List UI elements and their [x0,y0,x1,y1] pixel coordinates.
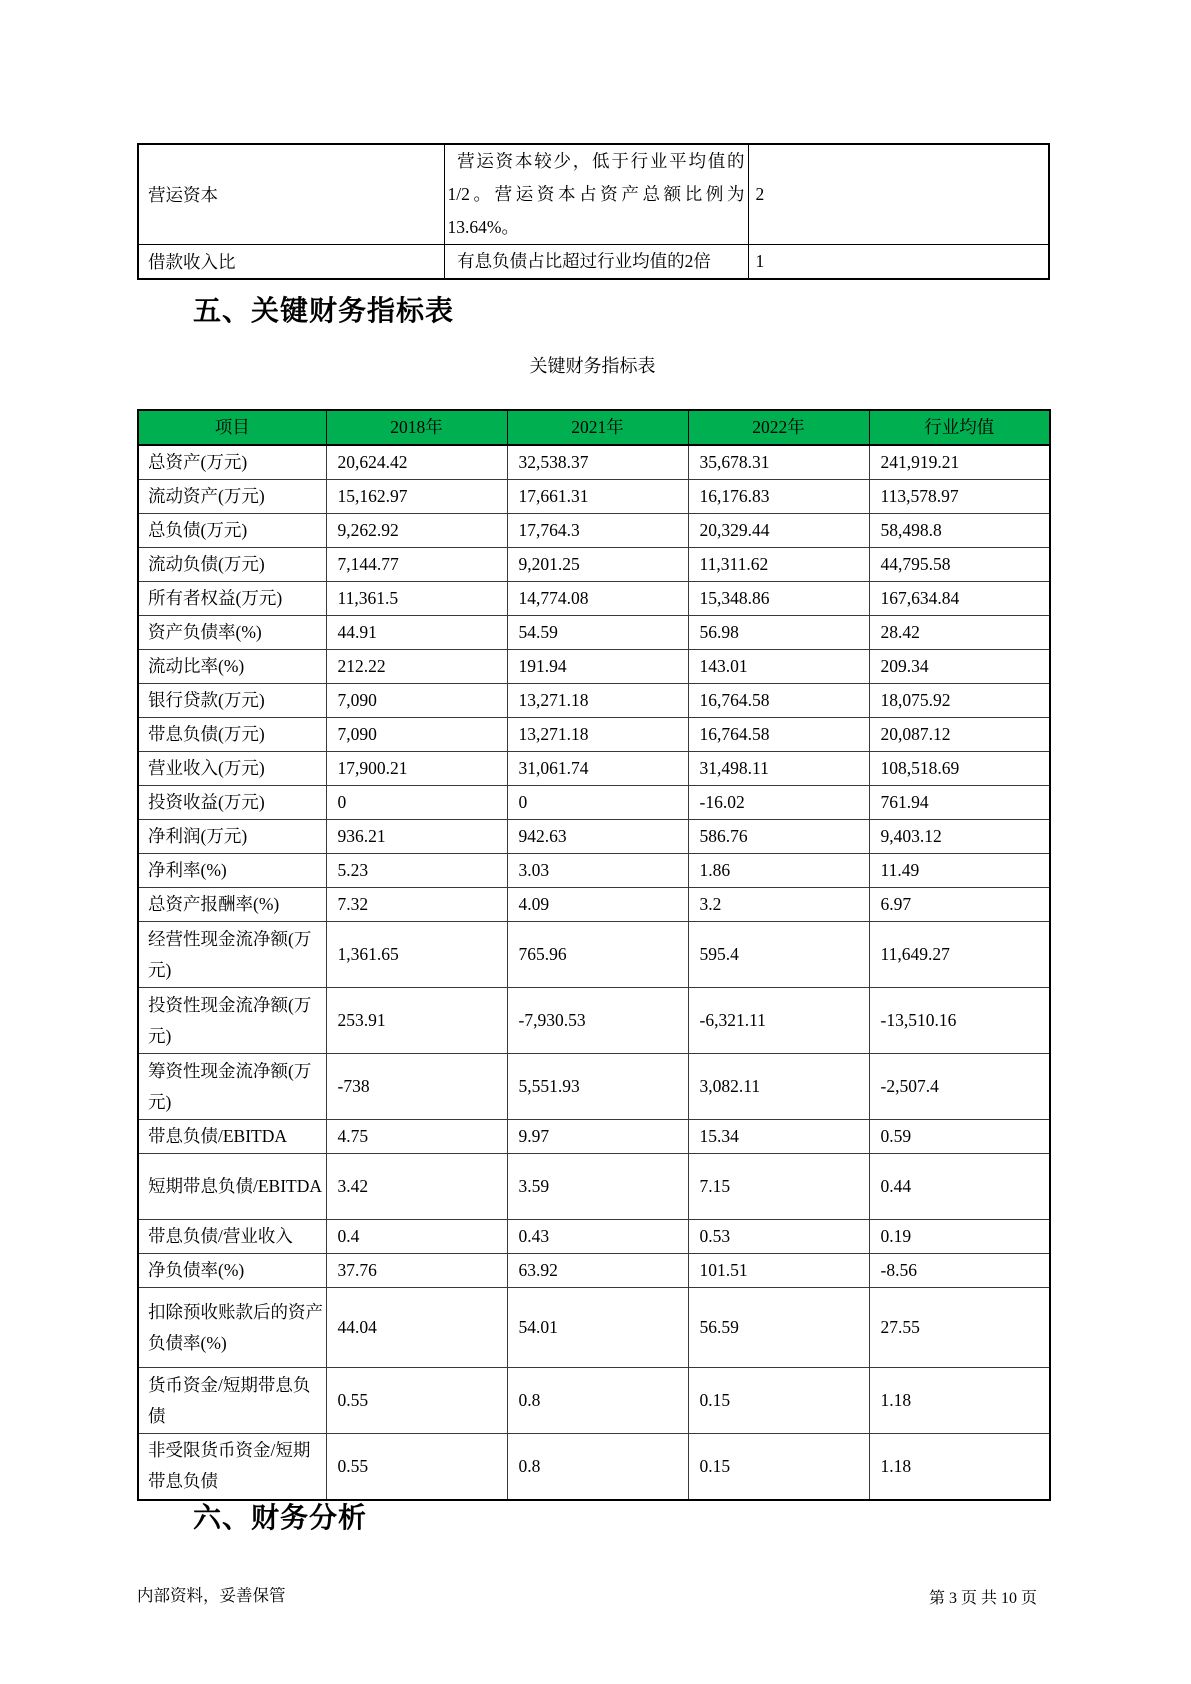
cell-value: 27.55 [869,1288,1050,1368]
table-row [138,1368,1050,1434]
cell-value: 595.4 [688,922,869,988]
table-row [138,1154,1050,1220]
cell-value: 17,900.21 [326,752,507,786]
cell-value: 108,518.69 [869,752,1050,786]
row-label: 带息负债/EBITDA [138,1120,326,1154]
cell-value: 18,075.92 [869,684,1050,718]
table-row [138,480,1050,514]
row-label: 流动资产(万元) [138,480,326,514]
cell-value: 15,348.86 [688,582,869,616]
row-label: 净利润(万元) [138,820,326,854]
cell-value: 11.49 [869,854,1050,888]
cell-value: 13,271.18 [507,718,688,752]
cell-value: 4.09 [507,888,688,922]
cell-value: 9.97 [507,1120,688,1154]
table-row [138,650,1050,684]
cell-value: 7.32 [326,888,507,922]
table-row [138,854,1050,888]
row-label: 短期带息负债/EBITDA [138,1154,326,1220]
cell-value: 0.19 [869,1220,1050,1254]
row-label: 筹资性现金流净额(万元) [138,1054,326,1120]
cell-value: 0 [326,786,507,820]
cell-value: -2,507.4 [869,1054,1050,1120]
row-label: 流动负债(万元) [138,548,326,582]
cell-value: 9,262.92 [326,514,507,548]
cell-value: 1,361.65 [326,922,507,988]
cell-value: 936.21 [326,820,507,854]
table-row [138,548,1050,582]
cell-value: 0.4 [326,1220,507,1254]
row-label: 银行贷款(万元) [138,684,326,718]
cell-value: 0.55 [326,1368,507,1434]
header-cell-industry: 行业均值 [869,410,1050,445]
risk-desc-cell: 有息负债占比超过行业均值的2倍 [444,245,748,280]
cell-value: -6,321.11 [688,988,869,1054]
cell-value: 765.96 [507,922,688,988]
table-row [138,514,1050,548]
table-row [138,786,1050,820]
row-label: 流动比率(%) [138,650,326,684]
table-row [138,616,1050,650]
table-row [138,988,1050,1054]
cell-value: 3.42 [326,1154,507,1220]
cell-value: 7,090 [326,718,507,752]
cell-value: 0 [507,786,688,820]
cell-value: 0.55 [326,1434,507,1500]
cell-value: 0.43 [507,1220,688,1254]
table-caption: 关键财务指标表 [529,356,656,376]
row-label: 扣除预收账款后的资产负债率(%) [138,1288,326,1368]
row-label: 总资产(万元) [138,445,326,480]
cell-value: 143.01 [688,650,869,684]
cell-value: -13,510.16 [869,988,1050,1054]
header-cell-2018: 2018年 [326,410,507,445]
row-label: 货币资金/短期带息负债 [138,1368,326,1434]
table-row [138,1288,1050,1368]
row-label: 资产负债率(%) [138,616,326,650]
row-label: 非受限货币资金/短期带息负债 [138,1434,326,1500]
table-row [138,820,1050,854]
cell-value: 209.34 [869,650,1050,684]
risk-score-table [137,143,1050,280]
table-row [138,752,1050,786]
table-row [138,445,1050,480]
header-cell-item: 项目 [138,410,326,445]
risk-item-cell: 借款收入比 [138,245,444,280]
cell-value: 3.59 [507,1154,688,1220]
cell-value: -8.56 [869,1254,1050,1288]
cell-value: 11,311.62 [688,548,869,582]
cell-value: 113,578.97 [869,480,1050,514]
cell-value: 167,634.84 [869,582,1050,616]
risk-item-cell: 营运资本 [138,144,444,245]
table-row [138,1120,1050,1154]
cell-value: 7,090 [326,684,507,718]
table-row [138,1054,1050,1120]
cell-value: 586.76 [688,820,869,854]
cell-value: 7.15 [688,1154,869,1220]
table-row [138,888,1050,922]
cell-value: 5.23 [326,854,507,888]
row-label: 总负债(万元) [138,514,326,548]
footer-confidential-note: 内部资料，妥善保管 [137,1586,286,1605]
risk-table-row [138,144,1049,245]
cell-value: 6.97 [869,888,1050,922]
table-row [138,684,1050,718]
row-label: 经营性现金流净额(万元) [138,922,326,988]
cell-value: 191.94 [507,650,688,684]
risk-table-row [138,245,1049,280]
row-label: 营业收入(万元) [138,752,326,786]
cell-value: 1.18 [869,1368,1050,1434]
cell-value: 212.22 [326,650,507,684]
cell-value: 58,498.8 [869,514,1050,548]
cell-value: 0.59 [869,1120,1050,1154]
cell-value: 3.03 [507,854,688,888]
cell-value: 15,162.97 [326,480,507,514]
cell-value: 63.92 [507,1254,688,1288]
key-indicator-table [137,409,1051,1501]
risk-score-cell: 1 [748,245,1049,280]
row-label: 带息负债(万元) [138,718,326,752]
cell-value: 0.8 [507,1368,688,1434]
row-label: 带息负债/营业收入 [138,1220,326,1254]
table-row [138,1434,1050,1500]
cell-value: 0.8 [507,1434,688,1500]
table-header-row [138,410,1050,445]
cell-value: 14,774.08 [507,582,688,616]
cell-value: 44.91 [326,616,507,650]
cell-value: 942.63 [507,820,688,854]
table-row [138,1254,1050,1288]
cell-value: 253.91 [326,988,507,1054]
table-row [138,1220,1050,1254]
cell-value: 13,271.18 [507,684,688,718]
row-label: 净利率(%) [138,854,326,888]
cell-value: 1.18 [869,1434,1050,1500]
cell-value: 16,176.83 [688,480,869,514]
footer-page-number: 第 3 页 共 10 页 [928,1590,1037,1607]
cell-value: 56.59 [688,1288,869,1368]
cell-value: 0.44 [869,1154,1050,1220]
cell-value: 761.94 [869,786,1050,820]
cell-value: 17,661.31 [507,480,688,514]
cell-value: 3.2 [688,888,869,922]
row-label: 净负债率(%) [138,1254,326,1288]
row-label: 投资收益(万元) [138,786,326,820]
cell-value: 1.86 [688,854,869,888]
cell-value: 37.76 [326,1254,507,1288]
cell-value: 11,361.5 [326,582,507,616]
header-cell-2021: 2021年 [507,410,688,445]
cell-value: 5,551.93 [507,1054,688,1120]
cell-value: 54.59 [507,616,688,650]
cell-value: 54.01 [507,1288,688,1368]
cell-value: 31,498.11 [688,752,869,786]
cell-value: 20,624.42 [326,445,507,480]
cell-value: 7,144.77 [326,548,507,582]
cell-value: 44,795.58 [869,548,1050,582]
cell-value: 101.51 [688,1254,869,1288]
row-label: 所有者权益(万元) [138,582,326,616]
cell-value: 241,919.21 [869,445,1050,480]
table-row [138,582,1050,616]
cell-value: -738 [326,1054,507,1120]
cell-value: 35,678.31 [688,445,869,480]
cell-value: 3,082.11 [688,1054,869,1120]
section-heading-financial-analysis: 六、财务分析 [193,1502,368,1533]
cell-value: 31,061.74 [507,752,688,786]
cell-value: 9,201.25 [507,548,688,582]
row-label: 投资性现金流净额(万元) [138,988,326,1054]
row-label: 总资产报酬率(%) [138,888,326,922]
cell-value: 9,403.12 [869,820,1050,854]
risk-score-cell: 2 [748,144,1049,245]
cell-value: 0.53 [688,1220,869,1254]
cell-value: 20,329.44 [688,514,869,548]
cell-value: 0.15 [688,1434,869,1500]
cell-value: 20,087.12 [869,718,1050,752]
cell-value: 44.04 [326,1288,507,1368]
cell-value: 32,538.37 [507,445,688,480]
table-row [138,718,1050,752]
risk-desc-cell: 营运资本较少，低于行业平均值的1/2。营运资本占资产总额比例为13.64%。 [444,144,748,245]
cell-value: 4.75 [326,1120,507,1154]
section-heading-key-indicators: 五、关键财务指标表 [193,295,455,326]
header-cell-2022: 2022年 [688,410,869,445]
cell-value: 0.15 [688,1368,869,1434]
table-row [138,922,1050,988]
cell-value: 16,764.58 [688,684,869,718]
cell-value: 17,764.3 [507,514,688,548]
cell-value: -7,930.53 [507,988,688,1054]
cell-value: 15.34 [688,1120,869,1154]
cell-value: 11,649.27 [869,922,1050,988]
cell-value: 16,764.58 [688,718,869,752]
cell-value: 28.42 [869,616,1050,650]
cell-value: -16.02 [688,786,869,820]
cell-value: 56.98 [688,616,869,650]
